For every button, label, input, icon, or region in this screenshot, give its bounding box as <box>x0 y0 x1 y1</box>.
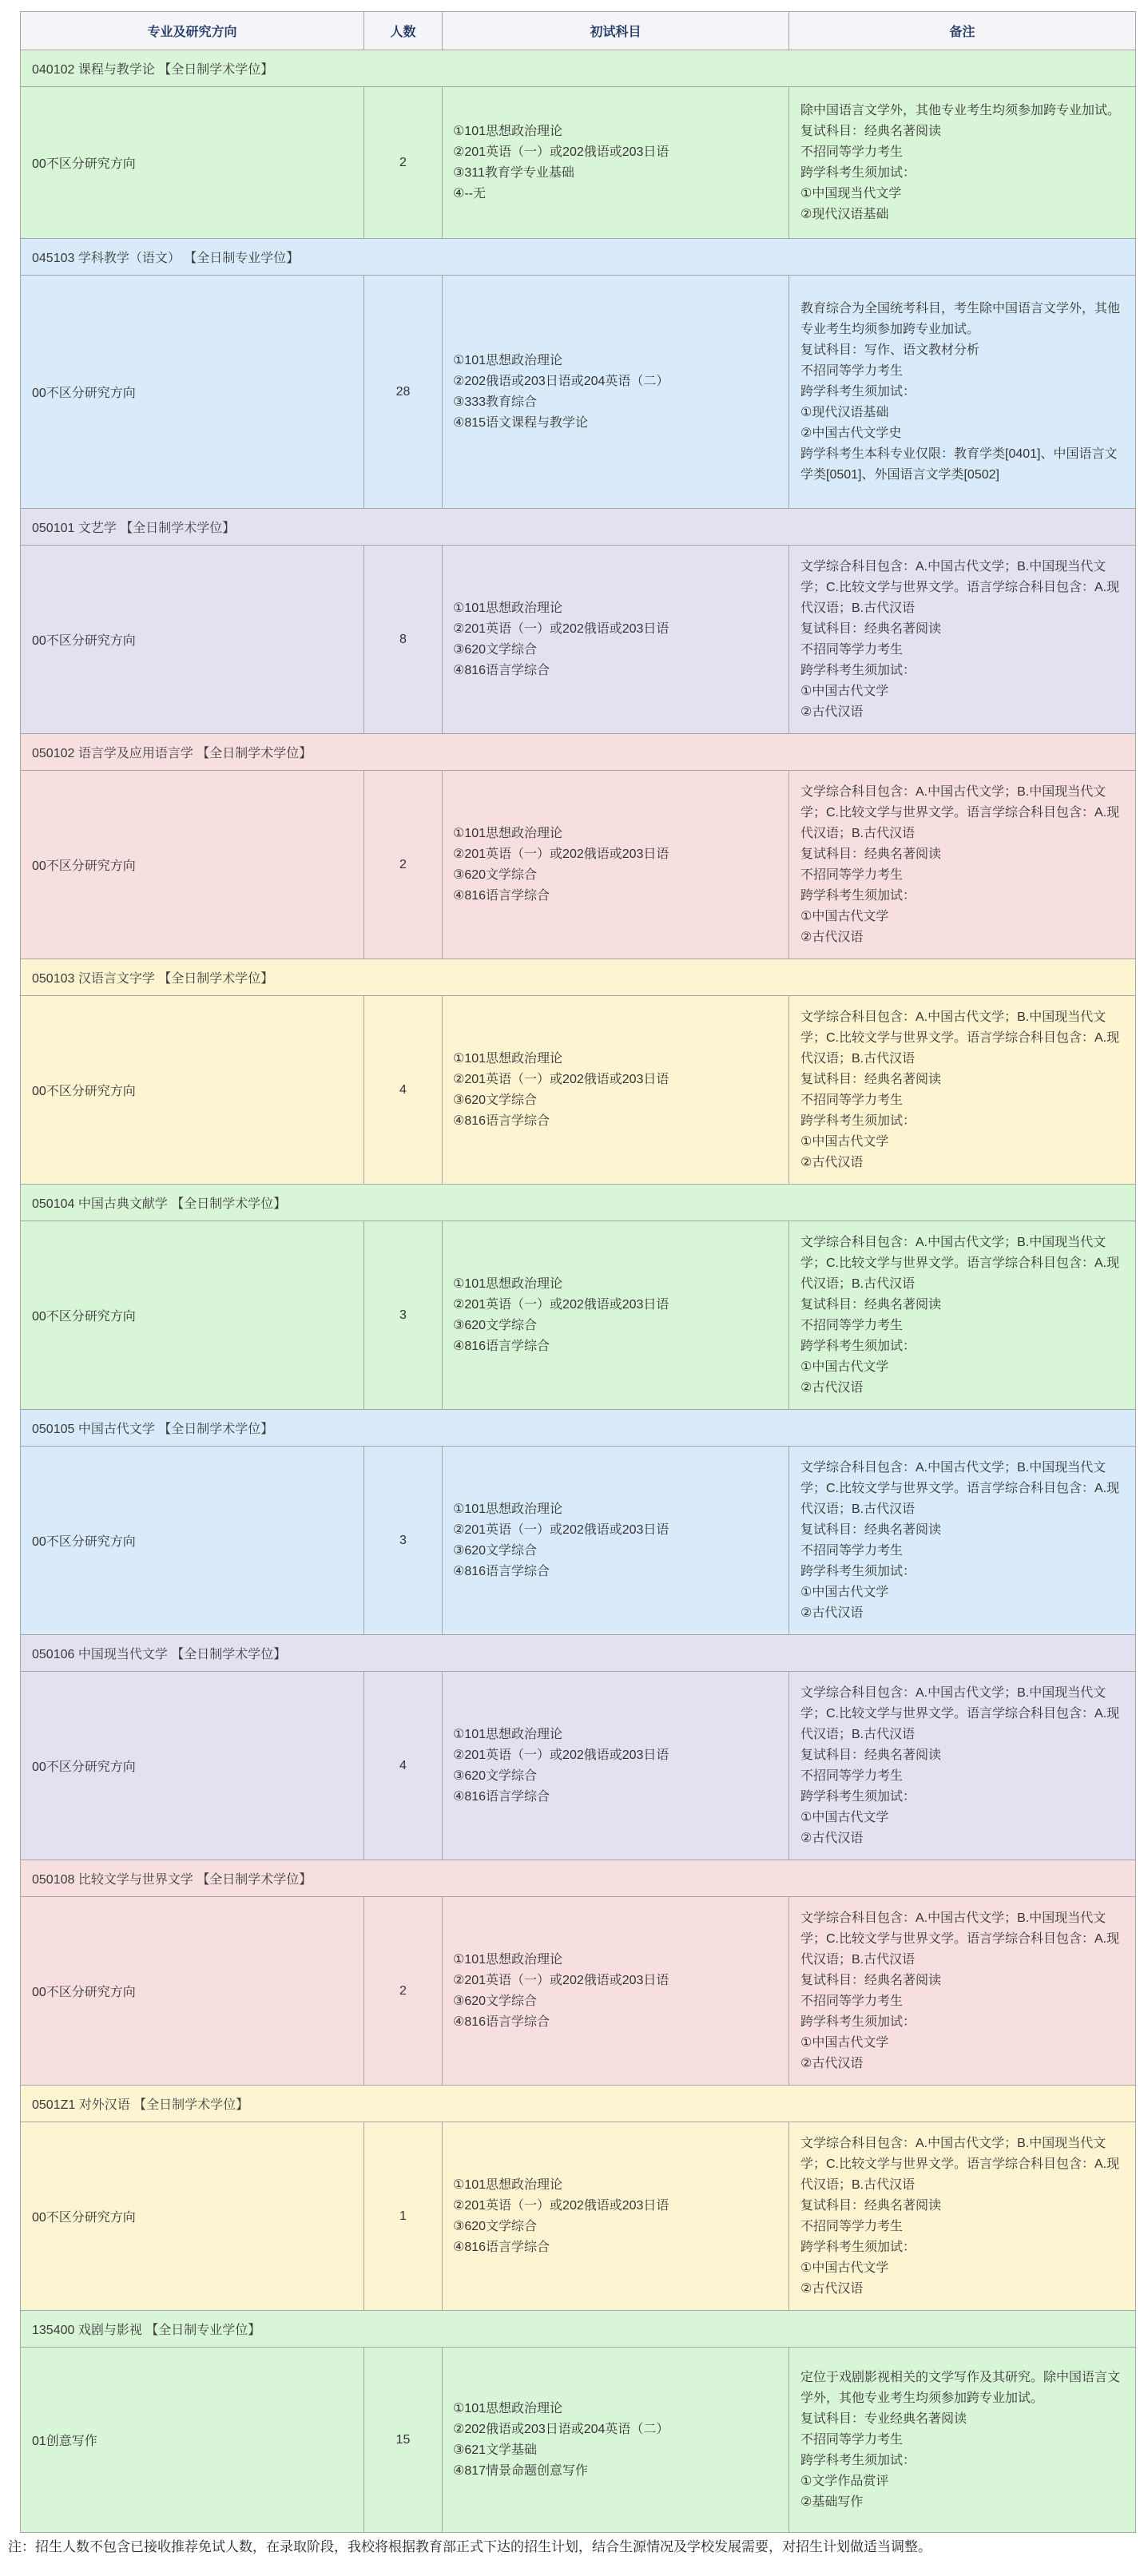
research-direction-cell: 00不区分研究方向 <box>21 87 364 239</box>
exam-subject-line: ④816语言学综合 <box>453 1113 550 1128</box>
note-line: 复试科目：经典名著阅读 <box>800 847 942 861</box>
note-line: 不招同等学力考生 <box>800 867 904 882</box>
enrollment-count-cell: 3 <box>364 1221 443 1410</box>
section-detail-row <box>21 2348 1136 2533</box>
exam-subject-line: ③620文学综合 <box>453 642 538 657</box>
exam-subjects-cell <box>443 996 789 1185</box>
section-title: 0501Z1 对外汉语 【全日制学术学位】 <box>21 2086 1136 2122</box>
note-line: 跨学科考生须加试： <box>800 1564 916 1578</box>
note-line: 文学综合科目包含：A.中国古代文学；B.中国现当代文学；C.比较文学与世界文学。语言学综合科目包含：A.现代汉语；B.古代汉语 <box>800 2136 1120 2192</box>
note-line: 文学综合科目包含：A.中国古代文学；B.中国现当代文学；C.比较文学与世界文学。语言学综合科目包含：A.现代汉语；B.古代汉语 <box>800 1010 1120 1066</box>
section-detail-row <box>21 771 1136 959</box>
section-title: 050105 中国古代文学 【全日制学术学位】 <box>21 1410 1136 1447</box>
note-line: ②基础写作 <box>800 2495 864 2509</box>
exam-subject-line: ①101思想政治理论 <box>453 1276 563 1291</box>
enrollment-count-cell: 4 <box>364 996 443 1185</box>
section-title: 040102 课程与教学论 【全日制学术学位】 <box>21 50 1136 87</box>
section-title-row <box>21 734 1136 771</box>
notes-cell <box>789 1672 1136 1860</box>
exam-subjects-cell <box>443 2122 789 2311</box>
exam-subjects-cell <box>443 276 789 509</box>
note-line: 复试科目：经典名著阅读 <box>800 621 942 636</box>
exam-subject-line: ④817情景命题创意写作 <box>453 2463 589 2478</box>
exam-subject-line: ①101思想政治理论 <box>453 353 563 367</box>
note-line: 不招同等学力考生 <box>800 1318 904 1332</box>
note-line: 不招同等学力考生 <box>800 1994 904 2008</box>
exam-subject-line: ②202俄语或203日语或204英语（二） <box>453 374 669 388</box>
exam-subject-line: ④816语言学综合 <box>453 2014 550 2029</box>
note-line: ②现代汉语基础 <box>800 207 889 221</box>
exam-subject-line: ①101思想政治理论 <box>453 2177 563 2192</box>
exam-subject-line: ④816语言学综合 <box>453 2240 550 2254</box>
note-line: 跨学科考生须加试： <box>800 663 916 677</box>
note-line: 不招同等学力考生 <box>800 363 904 378</box>
note-line: ②古代汉语 <box>800 2281 864 2296</box>
note-line: 复试科目：经典名著阅读 <box>800 124 942 138</box>
column-header-count: 人数 <box>364 12 443 50</box>
exam-subject-line: ②202俄语或203日语或204英语（二） <box>453 2422 669 2436</box>
exam-subjects-cell <box>443 87 789 239</box>
exam-subject-line: ②201英语（一）或202俄语或203日语 <box>453 2198 669 2213</box>
exam-subjects-cell <box>443 771 789 959</box>
research-direction-cell: 00不区分研究方向 <box>21 1897 364 2086</box>
section-detail-row <box>21 1672 1136 1860</box>
note-line: 复试科目：专业经典名著阅读 <box>800 2411 967 2426</box>
column-header-major: 专业及研究方向 <box>21 12 364 50</box>
exam-subject-line: ②201英语（一）或202俄语或203日语 <box>453 847 669 861</box>
exam-subject-line: ③620文学综合 <box>453 867 538 882</box>
exam-subject-line: ①101思想政治理论 <box>453 1051 563 1066</box>
note-line: 不招同等学力考生 <box>800 2432 904 2447</box>
exam-subject-line: ①101思想政治理论 <box>453 1952 563 1967</box>
exam-subject-line: ③621文学基础 <box>453 2443 538 2457</box>
admissions-table <box>20 11 1136 2533</box>
note-line: 跨学科考生须加试： <box>800 384 916 399</box>
exam-subject-line: ③620文学综合 <box>453 1318 538 1332</box>
note-line: ②古代汉语 <box>800 2056 864 2070</box>
notes-cell <box>789 996 1136 1185</box>
exam-subject-line: ③311教育学专业基础 <box>453 165 574 180</box>
exam-subject-line: ④816语言学综合 <box>453 1564 550 1578</box>
table-header-row <box>21 12 1136 50</box>
note-line: 不招同等学力考生 <box>800 642 904 657</box>
note-line: ②古代汉语 <box>800 930 864 944</box>
exam-subject-line: ③333教育综合 <box>453 395 538 409</box>
exam-subject-line: ②201英语（一）或202俄语或203日语 <box>453 1297 669 1312</box>
note-line: 文学综合科目包含：A.中国古代文学；B.中国现当代文学；C.比较文学与世界文学。语言学综合科目包含：A.现代汉语；B.古代汉语 <box>800 1685 1120 1741</box>
exam-subject-line: ③620文学综合 <box>453 2219 538 2233</box>
note-line: 复试科目：经典名著阅读 <box>800 1072 942 1086</box>
note-line: 不招同等学力考生 <box>800 1093 904 1107</box>
note-line: 跨学科考生须加试： <box>800 2453 916 2467</box>
exam-subject-line: ④816语言学综合 <box>453 888 550 903</box>
section-detail-row <box>21 996 1136 1185</box>
section-detail-row <box>21 87 1136 239</box>
notes-cell <box>789 1447 1136 1635</box>
section-title: 050103 汉语言文字学 【全日制学术学位】 <box>21 959 1136 996</box>
note-line: ①中国古代文学 <box>800 684 889 698</box>
notes-cell <box>789 771 1136 959</box>
note-line: ①中国古代文学 <box>800 2260 889 2275</box>
note-line: 复试科目：写作、语文教材分析 <box>800 343 980 357</box>
section-title-row <box>21 2086 1136 2122</box>
section-detail-row <box>21 1221 1136 1410</box>
note-line: 文学综合科目包含：A.中国古代文学；B.中国现当代文学；C.比较文学与世界文学。语言学综合科目包含：A.现代汉语；B.古代汉语 <box>800 1235 1120 1291</box>
notes-cell <box>789 2122 1136 2311</box>
exam-subject-line: ④816语言学综合 <box>453 1339 550 1353</box>
note-line: ②古代汉语 <box>800 1380 864 1395</box>
enrollment-count-cell: 8 <box>364 546 443 734</box>
research-direction-cell: 01创意写作 <box>21 2348 364 2533</box>
section-title-row <box>21 1860 1136 1897</box>
exam-subject-line: ④815语文课程与教学论 <box>453 415 589 430</box>
exam-subject-line: ①101思想政治理论 <box>453 2401 563 2415</box>
exam-subject-line: ②201英语（一）或202俄语或203日语 <box>453 1072 669 1086</box>
note-line: 跨学科考生须加试： <box>800 1113 916 1128</box>
note-line: 跨学科考生须加试： <box>800 1789 916 1804</box>
section-title-row <box>21 50 1136 87</box>
note-line: 跨学科考生须加试： <box>800 2014 916 2029</box>
note-line: ①中国古代文学 <box>800 2035 889 2050</box>
notes-cell <box>789 546 1136 734</box>
exam-subject-line: ①101思想政治理论 <box>453 601 563 615</box>
enrollment-count-cell: 1 <box>364 2122 443 2311</box>
note-line: ①中国古代文学 <box>800 1585 889 1599</box>
note-line: 复试科目：经典名著阅读 <box>800 1297 942 1312</box>
note-line: 文学综合科目包含：A.中国古代文学；B.中国现当代文学；C.比较文学与世界文学。语言学综合科目包含：A.现代汉语；B.古代汉语 <box>800 1460 1120 1516</box>
exam-subject-line: ③620文学综合 <box>453 1768 538 1783</box>
note-line: ①中国古代文学 <box>800 1134 889 1149</box>
note-line: ②古代汉语 <box>800 1606 864 1620</box>
note-line: ①中国现当代文学 <box>800 186 902 200</box>
exam-subjects-cell <box>443 1897 789 2086</box>
enrollment-count-cell: 3 <box>364 1447 443 1635</box>
section-title: 050104 中国古典文献学 【全日制学术学位】 <box>21 1185 1136 1221</box>
note-line: ①中国古代文学 <box>800 1359 889 1374</box>
notes-cell <box>789 276 1136 509</box>
research-direction-cell: 00不区分研究方向 <box>21 1221 364 1410</box>
note-line: 复试科目：经典名著阅读 <box>800 1522 942 1537</box>
research-direction-cell: 00不区分研究方向 <box>21 1672 364 1860</box>
exam-subjects-cell <box>443 1221 789 1410</box>
section-detail-row <box>21 546 1136 734</box>
enrollment-count-cell: 4 <box>364 1672 443 1860</box>
section-detail-row <box>21 1897 1136 2086</box>
research-direction-cell: 00不区分研究方向 <box>21 276 364 509</box>
note-line: 跨学科考生须加试： <box>800 165 916 180</box>
note-line: 文学综合科目包含：A.中国古代文学；B.中国现当代文学；C.比较文学与世界文学。语言学综合科目包含：A.现代汉语；B.古代汉语 <box>800 559 1120 615</box>
exam-subject-line: ②201英语（一）或202俄语或203日语 <box>453 145 669 159</box>
section-title-row <box>21 1185 1136 1221</box>
section-title: 135400 戏剧与影视 【全日制专业学位】 <box>21 2311 1136 2348</box>
note-line: ①中国古代文学 <box>800 1810 889 1824</box>
exam-subject-line: ①101思想政治理论 <box>453 124 563 138</box>
section-title-row <box>21 509 1136 546</box>
section-detail-row <box>21 276 1136 509</box>
note-line: ②中国古代文学史 <box>800 426 902 440</box>
note-line: ②古代汉语 <box>800 1831 864 1845</box>
exam-subject-line: ④--无 <box>453 186 487 200</box>
exam-subject-line: ③620文学综合 <box>453 1543 538 1558</box>
column-header-notes: 备注 <box>789 12 1136 50</box>
exam-subject-line: ②201英语（一）或202俄语或203日语 <box>453 621 669 636</box>
research-direction-cell: 00不区分研究方向 <box>21 996 364 1185</box>
exam-subjects-cell <box>443 1447 789 1635</box>
exam-subjects-cell <box>443 1672 789 1860</box>
section-title: 050108 比较文学与世界文学 【全日制学术学位】 <box>21 1860 1136 1897</box>
note-line: 不招同等学力考生 <box>800 2219 904 2233</box>
exam-subject-line: ③620文学综合 <box>453 1093 538 1107</box>
section-title-row <box>21 1410 1136 1447</box>
note-line: 文学综合科目包含：A.中国古代文学；B.中国现当代文学；C.比较文学与世界文学。语言学综合科目包含：A.现代汉语；B.古代汉语 <box>800 784 1120 840</box>
section-title-row <box>21 2311 1136 2348</box>
section-title: 045103 学科教学（语文） 【全日制专业学位】 <box>21 239 1136 276</box>
enrollment-count-cell: 28 <box>364 276 443 509</box>
note-line: ①中国古代文学 <box>800 909 889 923</box>
note-line: 跨学科考生本科专业仅限：教育学类[0401]、中国语言文学类[0501]、外国语言文学类[0502] <box>800 447 1118 482</box>
enrollment-count-cell: 2 <box>364 1897 443 2086</box>
research-direction-cell: 00不区分研究方向 <box>21 2122 364 2311</box>
note-line: 复试科目：经典名著阅读 <box>800 1973 942 1987</box>
note-line: ②古代汉语 <box>800 705 864 719</box>
notes-cell <box>789 1897 1136 2086</box>
research-direction-cell: 00不区分研究方向 <box>21 1447 364 1635</box>
note-line: 跨学科考生须加试： <box>800 2240 916 2254</box>
section-title-row <box>21 959 1136 996</box>
note-line: 不招同等学力考生 <box>800 1543 904 1558</box>
research-direction-cell: 00不区分研究方向 <box>21 546 364 734</box>
enrollment-count-cell: 2 <box>364 87 443 239</box>
note-line: 复试科目：经典名著阅读 <box>800 2198 942 2213</box>
note-line: 不招同等学力考生 <box>800 1768 904 1783</box>
note-line: 不招同等学力考生 <box>800 145 904 159</box>
research-direction-cell: 00不区分研究方向 <box>21 771 364 959</box>
enrollment-count-cell: 2 <box>364 771 443 959</box>
note-line: 定位于戏剧影视相关的文学写作及其研究。除中国语言文学外，其他专业考生均须参加跨专业加试。 <box>800 2370 1121 2405</box>
section-title-row <box>21 1635 1136 1672</box>
exam-subject-line: ③620文学综合 <box>453 1994 538 2008</box>
note-line: 教育综合为全国统考科目，考生除中国语言文学外，其他专业考生均须参加跨专业加试。 <box>800 301 1121 336</box>
exam-subjects-cell <box>443 546 789 734</box>
exam-subjects-cell <box>443 2348 789 2533</box>
exam-subject-line: ①101思想政治理论 <box>453 826 563 840</box>
section-title: 050101 文艺学 【全日制学术学位】 <box>21 509 1136 546</box>
exam-subject-line: ②201英语（一）或202俄语或203日语 <box>453 1748 669 1762</box>
notes-cell <box>789 2348 1136 2533</box>
section-title-row <box>21 239 1136 276</box>
note-line: ②古代汉语 <box>800 1155 864 1169</box>
note-line: 跨学科考生须加试： <box>800 1339 916 1353</box>
section-detail-row <box>21 1447 1136 1635</box>
note-line: ①现代汉语基础 <box>800 405 889 419</box>
note-line: 跨学科考生须加试： <box>800 888 916 903</box>
section-title: 050106 中国现当代文学 【全日制学术学位】 <box>21 1635 1136 1672</box>
enrollment-count-cell: 15 <box>364 2348 443 2533</box>
footnote: 注：招生人数不包含已接收推荐免试人数，在录取阶段，我校将根据教育部正式下达的招生计划，结合生源情况及学校发展需要，对招生计划做适当调整。 <box>8 2539 931 2554</box>
column-header-subjects: 初试科目 <box>443 12 789 50</box>
section-detail-row <box>21 2122 1136 2311</box>
note-line: 复试科目：经典名著阅读 <box>800 1748 942 1762</box>
note-line: ①文学作品赏评 <box>800 2474 889 2488</box>
exam-subject-line: ②201英语（一）或202俄语或203日语 <box>453 1973 669 1987</box>
note-line: 文学综合科目包含：A.中国古代文学；B.中国现当代文学；C.比较文学与世界文学。语言学综合科目包含：A.现代汉语；B.古代汉语 <box>800 1911 1120 1967</box>
exam-subject-line: ②201英语（一）或202俄语或203日语 <box>453 1522 669 1537</box>
notes-cell <box>789 87 1136 239</box>
note-line: 除中国语言文学外，其他专业考生均须参加跨专业加试。 <box>800 103 1121 117</box>
exam-subject-line: ④816语言学综合 <box>453 663 550 677</box>
section-title: 050102 语言学及应用语言学 【全日制学术学位】 <box>21 734 1136 771</box>
notes-cell <box>789 1221 1136 1410</box>
exam-subject-line: ①101思想政治理论 <box>453 1502 563 1516</box>
exam-subject-line: ④816语言学综合 <box>453 1789 550 1804</box>
exam-subject-line: ①101思想政治理论 <box>453 1727 563 1741</box>
